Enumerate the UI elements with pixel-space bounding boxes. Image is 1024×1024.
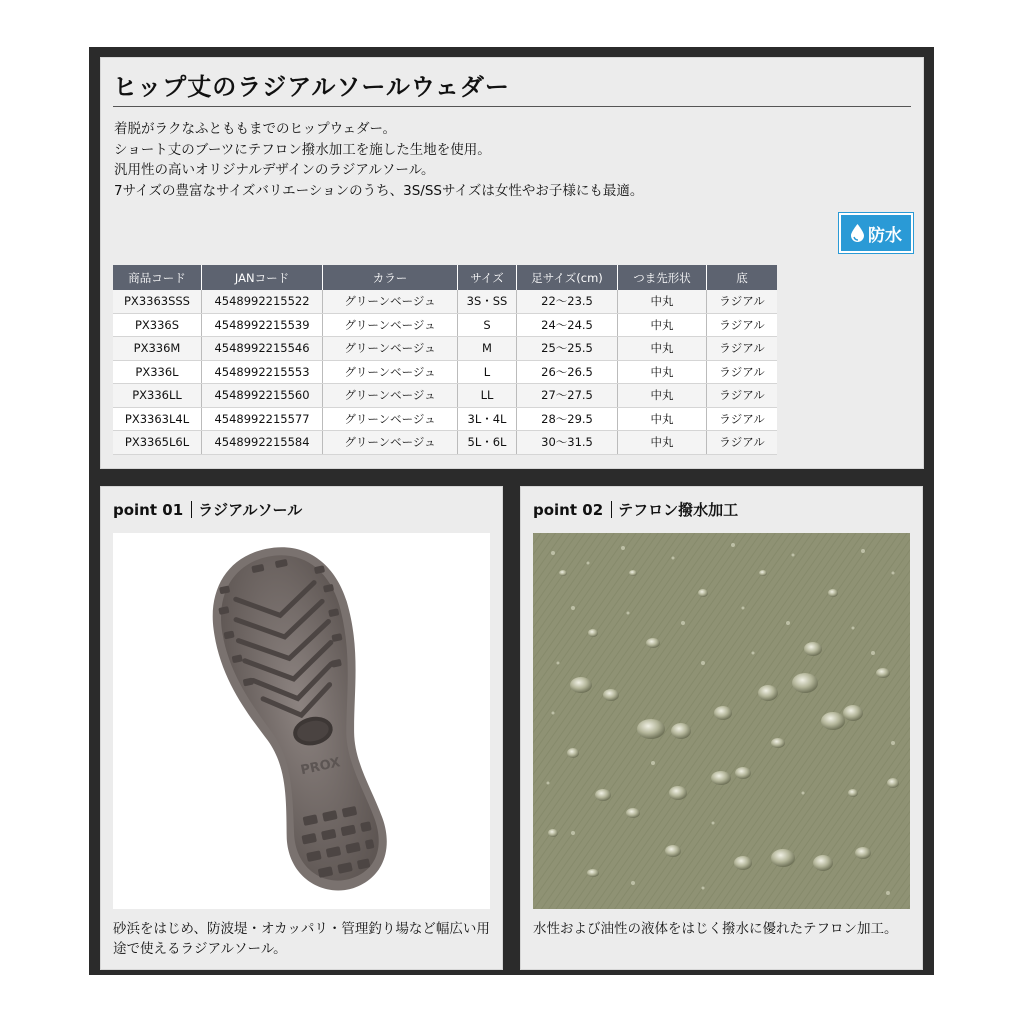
table-cell: 24～24.5 (517, 313, 618, 337)
table-row (113, 337, 777, 361)
table-row (113, 360, 777, 384)
product-description (114, 119, 814, 201)
table-cell: 中丸 (618, 431, 707, 455)
point-number: point 01 (113, 501, 184, 519)
column-header: サイズ (458, 265, 517, 290)
table-cell: 中丸 (618, 313, 707, 337)
table-cell: 中丸 (618, 384, 707, 408)
table-cell: ラジアル (707, 337, 778, 361)
table-cell: 中丸 (618, 360, 707, 384)
divider (191, 501, 192, 518)
table-cell: 22～23.5 (517, 290, 618, 313)
table-header-row (113, 265, 777, 290)
table-cell: PX336M (113, 337, 202, 361)
table-cell: グリーンベージュ (323, 313, 458, 337)
column-header: JANコード (202, 265, 323, 290)
description-line: ショート丈のブーツにテフロン撥水加工を施した生地を使用。 (114, 141, 491, 158)
badge-label: 防水 (868, 225, 902, 246)
table-cell: PX3363SSS (113, 290, 202, 313)
table-cell: PX3365L6L (113, 431, 202, 455)
table-cell: グリーンベージュ (323, 290, 458, 313)
point-heading (113, 499, 302, 520)
table-cell: PX3363L4L (113, 407, 202, 431)
table-cell: 4548992215539 (202, 313, 323, 337)
table-cell: 4548992215546 (202, 337, 323, 361)
table-cell: 25～25.5 (517, 337, 618, 361)
table-cell: LL (458, 384, 517, 408)
table-cell: 4548992215577 (202, 407, 323, 431)
table-cell: グリーンベージュ (323, 360, 458, 384)
table-cell: 3S・SS (458, 290, 517, 313)
table-cell: L (458, 360, 517, 384)
table-row (113, 290, 777, 313)
water-drop-icon (850, 224, 865, 242)
table-cell: 中丸 (618, 290, 707, 313)
point-title: テフロン撥水加工 (618, 501, 739, 519)
table-row (113, 313, 777, 337)
table-cell: 中丸 (618, 407, 707, 431)
table-cell: グリーンベージュ (323, 431, 458, 455)
table-cell: S (458, 313, 517, 337)
table-cell: ラジアル (707, 360, 778, 384)
divider (611, 501, 612, 518)
table-cell: 4548992215560 (202, 384, 323, 408)
point-heading (533, 499, 738, 520)
point-number: point 02 (533, 501, 604, 519)
waterproof-badge (839, 213, 913, 253)
table-cell: 中丸 (618, 337, 707, 361)
table-cell: 28～29.5 (517, 407, 618, 431)
point-01-panel (100, 486, 503, 970)
table-cell: 4548992215584 (202, 431, 323, 455)
description-line: 7サイズの豊富なサイズバリエーションのうち、3S/SSサイズは女性やお子様にも最適。 (114, 182, 644, 199)
column-header: 足サイズ(cm) (517, 265, 618, 290)
table-cell: ラジアル (707, 431, 778, 455)
table-cell: グリーンベージュ (323, 407, 458, 431)
table-cell: PX336L (113, 360, 202, 384)
table-cell: ラジアル (707, 384, 778, 408)
water-droplets-fabric-image (533, 533, 910, 909)
column-header: 商品コード (113, 265, 202, 290)
description-line: 汎用性の高いオリジナルデザインのラジアルソール。 (114, 162, 435, 178)
table-row (113, 407, 777, 431)
table-cell: 30～31.5 (517, 431, 618, 455)
table-row (113, 431, 777, 455)
table-cell: 3L・4L (458, 407, 517, 431)
table-cell: グリーンベージュ (323, 384, 458, 408)
sole-logo-text: PROX (299, 755, 342, 779)
column-header: 底 (707, 265, 778, 290)
description-line: 着脱がラクなふとももまでのヒップウェダー。 (114, 121, 397, 137)
page-title: ヒップ丈のラジアルソールウェダー (113, 68, 911, 107)
boot-sole-image (113, 533, 490, 909)
table-cell: 5L・6L (458, 431, 517, 455)
table-cell: 26～26.5 (517, 360, 618, 384)
table-cell: ラジアル (707, 290, 778, 313)
table-cell: PX336S (113, 313, 202, 337)
table-cell: 4548992215553 (202, 360, 323, 384)
column-header: つま先形状 (618, 265, 707, 290)
table-cell: グリーンベージュ (323, 337, 458, 361)
table-cell: 27～27.5 (517, 384, 618, 408)
table-cell: ラジアル (707, 313, 778, 337)
table-row (113, 384, 777, 408)
table-cell: ラジアル (707, 407, 778, 431)
point-caption: 砂浜をはじめ、防波堤・オカッパリ・管理釣り場など幅広い用途で使えるラジアルソール。 (113, 921, 490, 957)
product-overview-panel (100, 57, 924, 469)
point-caption: 水性および油性の液体をはじく撥水に優れたテフロン加工。 (533, 921, 898, 937)
column-header: カラー (323, 265, 458, 290)
spec-table (113, 265, 777, 455)
point-02-panel (520, 486, 923, 970)
table-cell: M (458, 337, 517, 361)
table-cell: 4548992215522 (202, 290, 323, 313)
table-cell: PX336LL (113, 384, 202, 408)
point-title: ラジアルソール (198, 501, 303, 519)
